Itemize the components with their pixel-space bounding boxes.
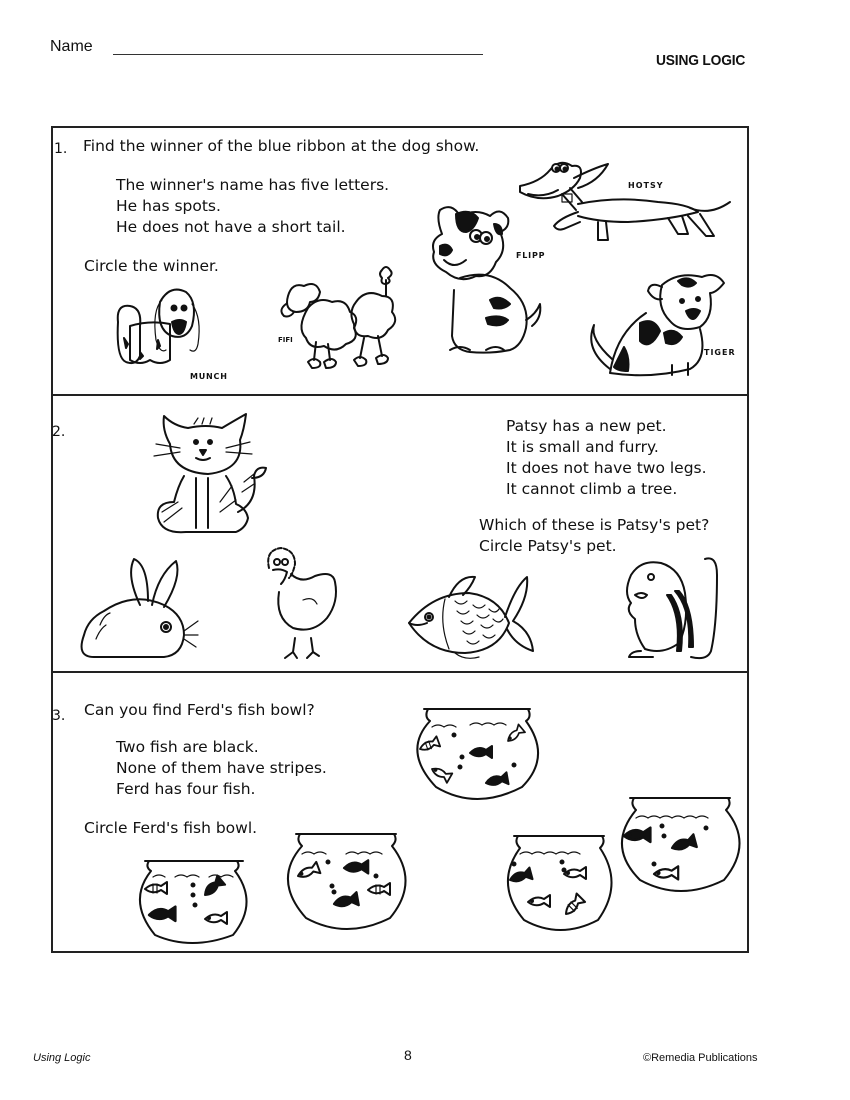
spotted-dog-icon[interactable] (582, 265, 752, 385)
poodle-dog-icon[interactable] (278, 262, 408, 377)
spaniel-dog-icon[interactable] (110, 282, 228, 382)
fishbowl-icon[interactable] (135, 855, 255, 950)
fishbowl-icon[interactable] (278, 828, 413, 938)
clue: Ferd has four fish. (116, 780, 256, 798)
fishbowl-icon[interactable] (500, 830, 620, 940)
rabbit-icon[interactable] (80, 555, 200, 665)
svg-text:HOTSY: HOTSY (628, 181, 664, 190)
clue: The winner's name has five letters. (116, 176, 390, 194)
question-number: 1. (54, 141, 68, 157)
svg-text:MUNCH: MUNCH (190, 372, 228, 381)
svg-text:TIGER: TIGER (704, 348, 736, 357)
instruction: Circle Patsy's pet. (479, 537, 617, 555)
clue: He has spots. (116, 197, 221, 215)
fish-icon[interactable] (405, 565, 535, 665)
section-divider (51, 671, 749, 673)
name-input-line[interactable] (113, 54, 483, 55)
clue: None of them have stripes. (116, 759, 327, 777)
dachshund-dog-icon[interactable] (518, 160, 748, 255)
question-text: Which of these is Patsy's pet? (479, 516, 710, 534)
instruction: Circle the winner. (84, 257, 219, 275)
page-title: USING LOGIC (656, 52, 746, 69)
chipmunk-icon[interactable] (615, 555, 725, 670)
section-divider (51, 394, 749, 396)
question-prompt: Can you find Ferd's fish bowl? (84, 701, 315, 719)
fishbowl-icon[interactable] (610, 792, 740, 902)
instruction: Circle Ferd's fish bowl. (84, 819, 258, 837)
chick-icon[interactable] (255, 548, 345, 660)
question-number: 3. (52, 708, 66, 724)
footer-copyright: ©Remedia Publications (643, 1052, 758, 1064)
fishbowl-icon[interactable] (410, 705, 545, 805)
footer-book-title: Using Logic (33, 1052, 91, 1064)
clue: It cannot climb a tree. (506, 480, 678, 498)
clue: Patsy has a new pet. (506, 417, 667, 435)
svg-text:FLIPP: FLIPP (516, 251, 546, 260)
cat-icon[interactable] (150, 412, 270, 537)
clue: He does not have a short tail. (116, 218, 346, 236)
question-number: 2. (52, 424, 66, 440)
question-prompt: Find the winner of the blue ribbon at the dog show. (83, 137, 480, 155)
clue: It does not have two legs. (506, 459, 707, 477)
name-label: Name (50, 38, 93, 55)
clue: It is small and furry. (506, 438, 659, 456)
clue: Two fish are black. (116, 738, 259, 756)
svg-text:FIFI: FIFI (278, 336, 293, 344)
page-number: 8 (404, 1047, 412, 1063)
